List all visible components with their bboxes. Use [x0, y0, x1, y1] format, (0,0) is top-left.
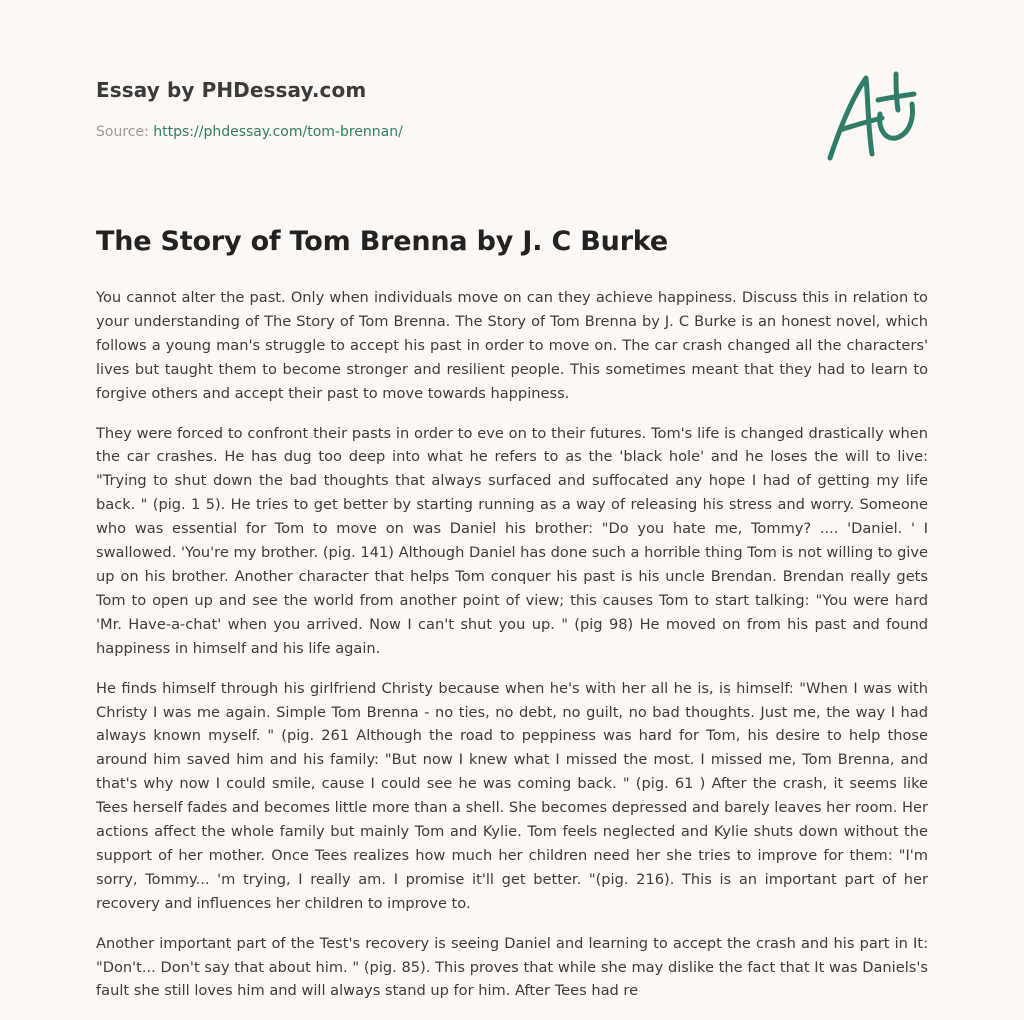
essay-paragraph: Another important part of the Test's recovery is seeing Daniel and learning to accept the crash and his part in It: "Don't... Don't say that about him. " (pig. 85). This proves that while she may dislike the fact that It was Daniels's fault she still loves him and will always stand up for him. After Tees had re — [96, 934, 928, 1000]
essay-paragraph: They were forced to confront their pasts in order to eve on to their futures. Tom's life is changed drastically when the car crashes. He has dug too deep into what he refers to as the 'black hole' and he loses the will to live: "Trying to shut down the bad thoughts that always surfaced and suffocated any hope I had of getting my life back. " (pig. 1 5). He tries to get better by starting running as a way of releasing his stress and worry. Someone who was essential for Tom to move on was Daniel his brother: "Do you hate me, Tommy? .... 'Daniel. ' I swallowed. 'You're my brother. (pig. 141) Although Daniel has done such a horrible thing Tom is not willing to give up on his brother. Another character that helps Tom conquer his past is his uncle Brendan. Brendan really gets Tom to open up and see the world from another point of view; this causes Tom to start talking: "You were hard 'Mr. Have-a-chat' when you arrived. Now I can't shut you up. " (pig 98) He moved on from his past and found happiness in himself and his life again. — [96, 424, 928, 657]
site-brand: Essay by PHDessay.com — [96, 78, 367, 102]
source-line — [96, 124, 403, 140]
essay-paragraph: He finds himself through his girlfriend Christy because when he's with her all he is, is himself: "When I was with Christy I was me again. Simple Tom Brenna - no ties, no debt, no guilt, no bad thoughts. Just me, the way I had always known myself. " (pig. 261 Although the road to peppiness was hard for Tom, his desire to help those around him saved him and his family: "But now I knew what I missed the most. I missed me, Tom Brenna, and that's why now I could smile, cause I could see he was coming back. " (pig. 61 ) After the crash, it seems like Tees herself fades and becomes little more than a shell. She becomes depressed and barely leaves her room. Her actions affect the whole family but mainly Tom and Kylie. Tom feels neglected and Kylie shuts down without the support of her mother. Once Tees realizes how much her children need her she tries to improve for them: "I'm sorry, Tommy... 'm trying, I really am. I promise it'll get better. "(pig. 216). This is an important part of her recovery and influences her children to improve to. — [96, 679, 928, 912]
a-plus-grade-logo-icon — [822, 68, 926, 164]
essay-body — [96, 286, 928, 1019]
essay-paragraph: You cannot alter the past. Only when individuals move on can they achieve happiness. Discuss this in relation to your understanding of The Story of Tom Brenna. The Story of Tom Brenna by J. C Burke is an honest novel, which follows a young man's struggle to accept his past in order to move on. The car crash changed all the characters' lives but taught them to become stronger and resilient people. This sometimes meant that they had to learn to forgive others and accept their past to move towards happiness. — [96, 289, 928, 402]
source-label: Source: — [96, 124, 154, 140]
essay-title: The Story of Tom Brenna by J. C Burke — [96, 226, 668, 257]
source-link[interactable]: https://phdessay.com/tom-brennan/ — [153, 124, 403, 140]
